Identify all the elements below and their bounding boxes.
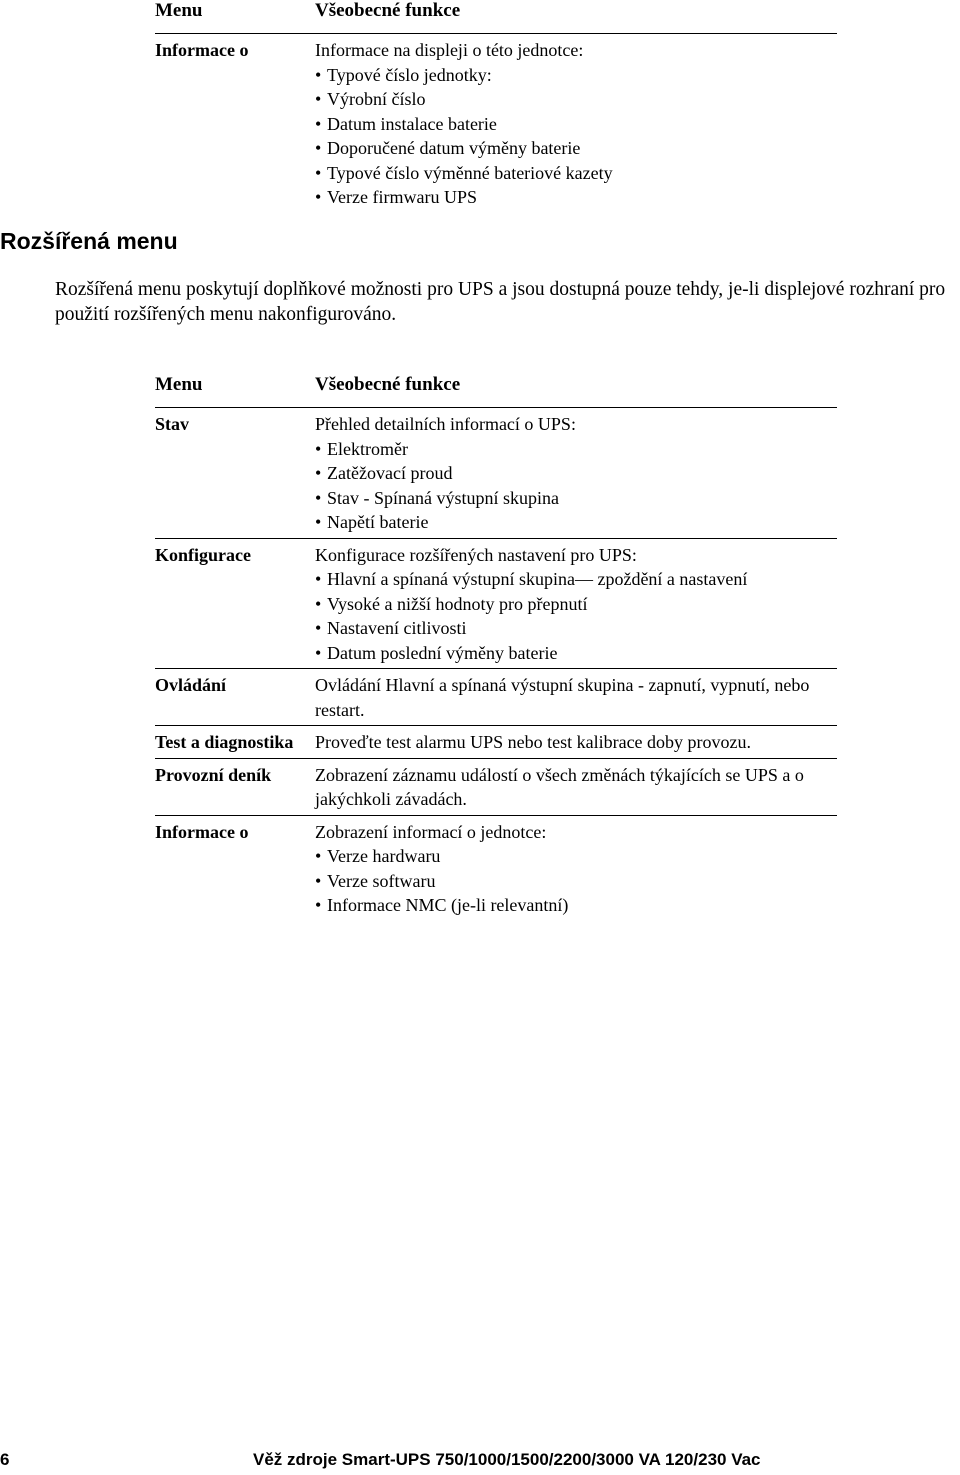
list-item: • Napětí baterie: [315, 510, 837, 535]
table-row-informace-o: [155, 34, 837, 213]
row-intro-text: Ovládání Hlavní a spínaná výstupní skupina - zapnutí, vypnutí, nebo restart.: [315, 675, 810, 720]
list-item: • Doporučené datum výměny baterie: [315, 136, 837, 161]
section-intro-paragraph: Rozšířená menu poskytují doplňkové možnosti pro UPS a jsou dostupná pouze tehdy, je-li displejové rozhraní pro použití rozšířených menu nakonfigurováno.: [55, 279, 946, 325]
general-functions-table-1: [155, 0, 837, 213]
row-intro-text: Přehled detailních informací o UPS:: [315, 414, 576, 434]
list-item: • Verze firmwaru UPS: [315, 185, 837, 210]
table-row-test-a-diagnostika: [155, 726, 837, 759]
bullet-list: [315, 63, 837, 210]
list-item: • Datum poslední výměny baterie: [315, 641, 837, 666]
header-menu: Menu: [155, 374, 203, 395]
page-footer: [0, 1449, 960, 1475]
page-number: 6: [0, 1450, 10, 1469]
row-description: [315, 820, 837, 918]
bullet-list: [315, 437, 837, 535]
table-row-ovladani: [155, 669, 837, 726]
table-header: [155, 374, 837, 408]
list-item: • Datum instalace baterie: [315, 112, 837, 137]
bullet-list: [315, 567, 837, 665]
table-row-konfigurace: [155, 539, 837, 670]
row-menu-label: Test a diagnostika: [155, 732, 294, 752]
row-intro-text: Zobrazení záznamu událostí o všech změnách týkajících se UPS a o jakýchkoli závadách.: [315, 764, 804, 809]
table-row-provozni-denik: [155, 759, 837, 816]
list-item: • Výrobní číslo: [315, 87, 837, 112]
bullet-list: [315, 844, 837, 918]
header-general-functions: Všeobecné funkce: [315, 0, 461, 21]
row-menu-label: Provozní deník: [155, 764, 272, 785]
list-item: • Hlavní a spínaná výstupní skupina— zpoždění a nastavení: [315, 567, 837, 592]
row-description: [315, 412, 837, 535]
row-intro-text: Zobrazení informací o jednotce:: [315, 821, 547, 842]
list-item: • Vysoké a nižší hodnoty pro přepnutí: [315, 592, 837, 617]
list-item: • Informace NMC (je-li relevantní): [315, 893, 837, 918]
row-intro-text: Proveďte test alarmu UPS nebo test kalibrace doby provozu.: [315, 732, 752, 752]
footer-document-title: Věž zdroje Smart-UPS 750/1000/1500/2200/3000 VA 120/230 Vac: [253, 1450, 761, 1469]
section-title: Rozšířená menu: [0, 228, 178, 254]
table-header: [155, 0, 837, 34]
list-item: • Stav - Spínaná výstupní skupina: [315, 486, 837, 511]
general-functions-table-2: [155, 374, 837, 921]
row-menu-label: Stav: [155, 414, 190, 434]
table-row-informace-o: [155, 816, 837, 921]
list-item: • Zatěžovací proud: [315, 461, 837, 486]
list-item: • Typové číslo jednotky:: [315, 63, 837, 88]
list-item: • Nastavení citlivosti: [315, 616, 837, 641]
list-item: • Verze softwaru: [315, 869, 837, 894]
row-menu-label: Informace o: [155, 40, 249, 60]
header-general-functions: Všeobecné funkce: [315, 374, 461, 395]
row-description: [315, 38, 837, 210]
header-menu: Menu: [155, 0, 203, 21]
list-item: • Typové číslo výměnné bateriové kazety: [315, 161, 837, 186]
row-description: [315, 543, 837, 666]
list-item: • Verze hardwaru: [315, 844, 837, 869]
row-intro-text: Informace na displeji o této jednotce:: [315, 40, 584, 60]
list-item: • Elektroměr: [315, 437, 837, 462]
row-intro-text: Konfigurace rozšířených nastavení pro UPS:: [315, 544, 637, 565]
row-menu-label: Ovládání: [155, 675, 227, 695]
row-menu-label: Informace o: [155, 821, 249, 842]
row-menu-label: Konfigurace: [155, 544, 251, 565]
table-row-stav: [155, 408, 837, 539]
